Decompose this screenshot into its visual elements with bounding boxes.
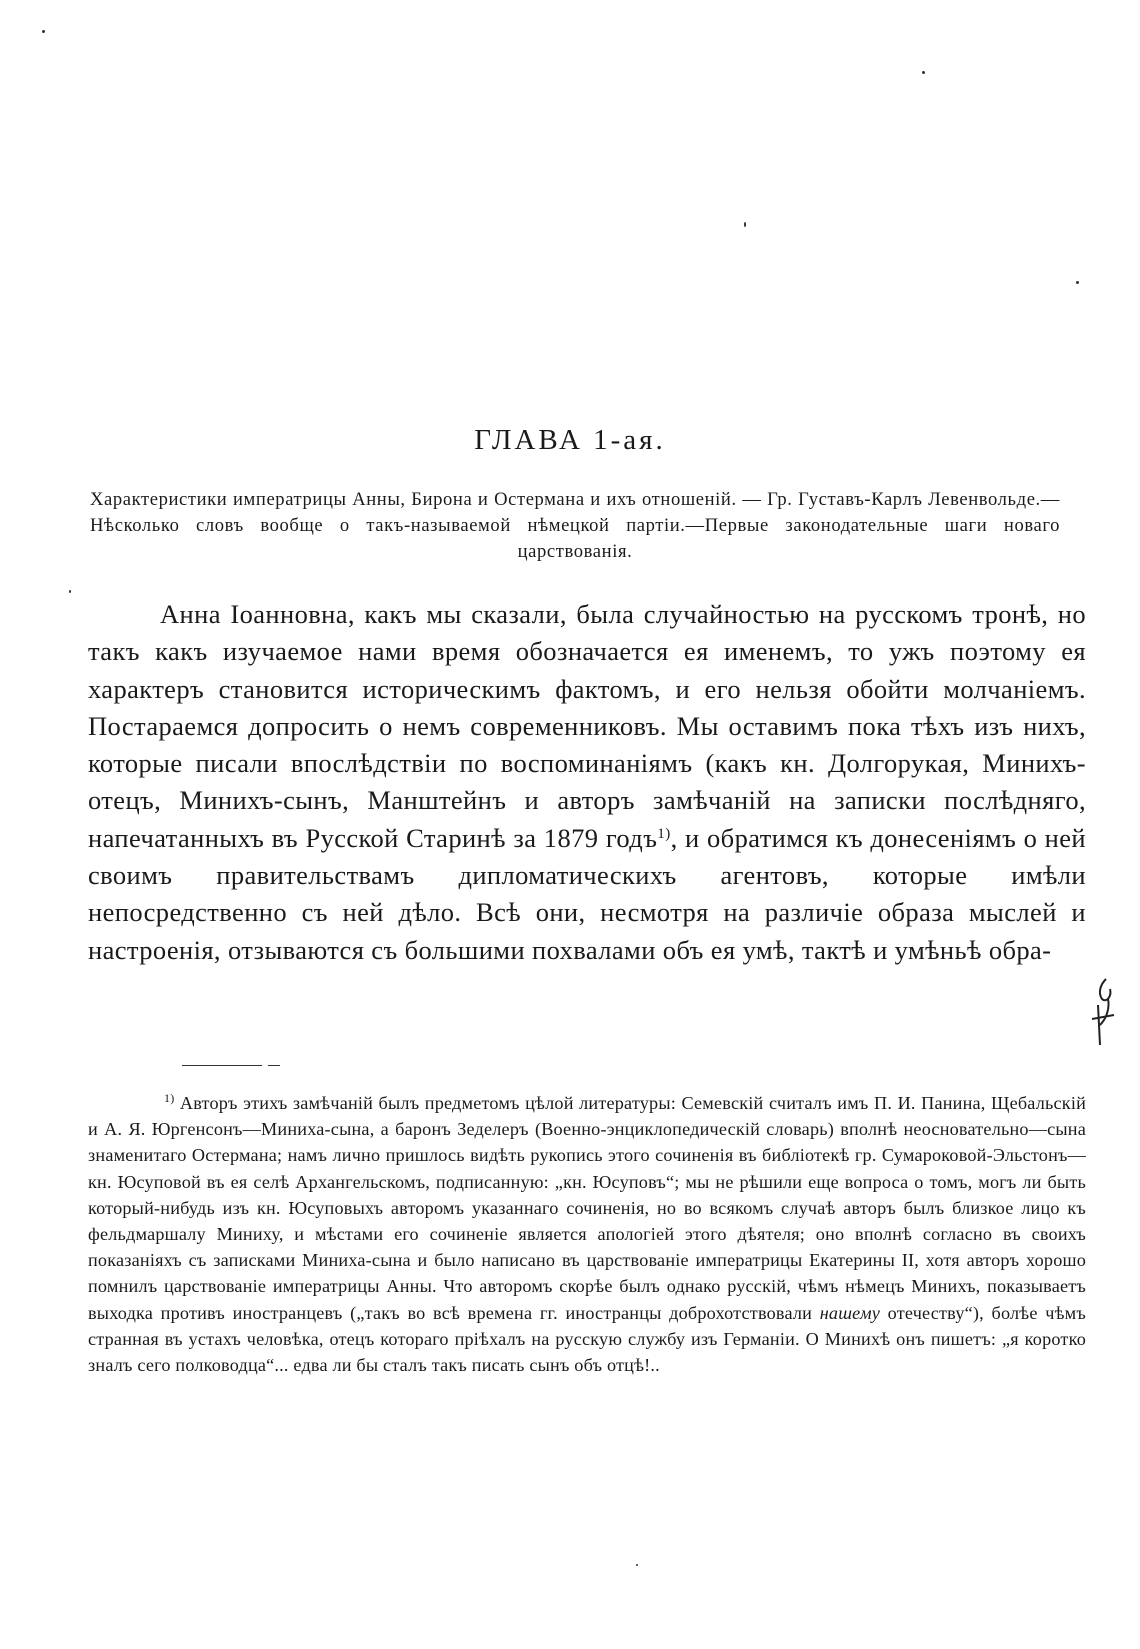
body-paragraph: [88, 596, 1086, 969]
footnote: [88, 1090, 1086, 1378]
footnote-marker: 1): [164, 1091, 175, 1105]
footnote-divider-dash: [268, 1065, 280, 1066]
page-speck: [1076, 281, 1079, 284]
body-text-part2: , и обратимся къ донесеніямъ о ней своимъ правительствамъ дипломатическихъ агентовъ, которые имѣли непосредственно съ ней дѣло. Всѣ они, несмотря на различіе образа мыслей и настроенія, отзываются съ большими похвалами объ ея умѣ, тактѣ и умѣньѣ обра-: [88, 822, 1086, 965]
footnote-reference[interactable]: 1): [657, 825, 671, 842]
body-text-part1: Анна Іоанновна, какъ мы сказали, была случайностью на русскомъ тронѣ, но такъ какъ изучаемое нами время обозначается ея именемъ, то ужъ поэтому ея характеръ становится историческимъ фактомъ, и его нельзя обойти молчаніемъ. Постараемся допросить о немъ современниковъ. Мы оставимъ пока тѣхъ изъ нихъ, которые писали впослѣдствіи по воспоминаніямъ (какъ кн. Долгорукая, Минихъ-отецъ, Минихъ-сынъ, Манштейнъ и авторъ замѣчаній на записки послѣдняго, напечатанныхъ въ Русской Старинѣ за 1879 годъ: [88, 599, 1086, 853]
page-speck: [636, 1564, 638, 1566]
footnote-italic-word: нашему: [819, 1302, 881, 1323]
footnote-text-part2: отечеству“), болѣе чѣмъ странная въ устахъ человѣка, отецъ котораго пріѣхалъ на русскую службу изъ Германіи. О Минихѣ онъ пишетъ: „я коротко зналъ сего полководца“... едва ли бы сталъ такъ писать сынъ объ отцѣ!..: [88, 1302, 1086, 1376]
page-speck: [69, 590, 71, 593]
page-speck: [922, 71, 925, 74]
handwritten-margin-mark-icon: [1088, 975, 1118, 1065]
page-speck: [744, 222, 746, 227]
page-speck: [42, 30, 45, 33]
chapter-summary: Характеристики императрицы Анны, Бирона и Остермана и ихъ отношеній. — Гр. Густавъ-Карлъ Левенвольде.— Нѣсколько словъ вообще о такъ-называемой нѣмецкой партіи.—Первые законодательные шаги новаго царствованія.: [90, 489, 1060, 562]
footnote-divider: [182, 1065, 262, 1066]
footnote-text-part1: Авторъ этихъ замѣчаній былъ предметомъ цѣлой литературы: Семевскій считалъ имъ П. И. Панина, Щебальскій и А. Я. Юргенсонъ—Миниха-сына, а баронъ Зеделеръ (Военно-энциклопедическій словарь) вполнѣ неосновательно—сына знаменитаго Остермана; намъ лично пришлось видѣть рукопись этого сочиненія въ библіотекѣ гр. Сумароковой-Эльстонъ—кн. Юсуповой въ ея селѣ Архангельскомъ, подписанную: „кн. Юсуповъ“; мы не рѣшили еще вопроса о томъ, могъ ли быть который-нибудь изъ кн. Юсуповыхъ авторомъ указаннаго сочиненія, но во всякомъ случаѣ авторъ былъ близкое лицо къ фельдмаршалу Миниху, и мѣстами его сочиненіе является апологіей этого дѣятеля; оно вполнѣ согласно въ своихъ показаніяхъ съ записками Миниха-сына и было написано въ царствованіе императрицы Екатерины II, хотя авторъ хорошо помнилъ царствованіе императрицы Анны. Что авторомъ скорѣе былъ однако русскій, чѣмъ нѣмецъ Минихъ, показываетъ выходка противъ иностранцевъ („такъ во всѣ времена гг. иностранцы доброхотствовали: [88, 1093, 1086, 1323]
chapter-title: ГЛАВА 1-ая.: [474, 424, 666, 456]
